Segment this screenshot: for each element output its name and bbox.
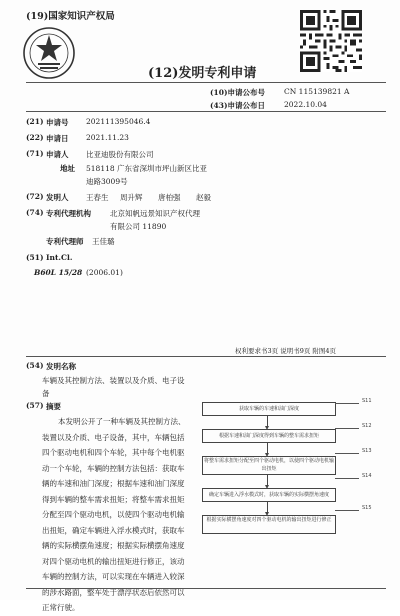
flowchart-step: 根据车速和油门深度得到车辆的整车需求扭矩 (202, 429, 336, 443)
office-name: (19)国家知识产权局 (26, 11, 115, 22)
inventor-name: 唐柏强 (158, 193, 181, 202)
inventor-name: 王春生 (86, 193, 109, 202)
field-code: (51) (26, 253, 44, 262)
agency-line-1: 北京知帆远景知识产权代理 (110, 209, 200, 218)
office-emblem-icon (22, 26, 76, 80)
abstract-text: 本发明公开了一种车辆及其控制方法、装置以及介质、电子设备，其中，车辆包括四个驱动电机和四个车轮，其中每个电机驱动一个车轮，车辆的控制方法包括：获取车辆的车速和油门深度；根据车速和油门深度得到车辆的整车需求扭矩；将整车需求扭矩分配至四个驱动电机，以使四个驱动电机输出扭矩，确定车辆进入浮水模式时，获取车辆的实际横摆角速度；根据实际横摆角速度对四个驱动电机的输出扭矩进行修正，该动车辆的控制方法，可以实现在车辆进入较深的涉水路面，整车处于漂浮状态后依然可以正常行驶。 (42, 417, 186, 612)
invention-title-line-1: 车辆及其控制方法、装置以及介质、电子设 (42, 376, 185, 385)
page-counts: 权利要求书3页 说明书9页 附图4页 (235, 347, 337, 355)
step-leader-line (335, 403, 359, 404)
qr-code (300, 10, 362, 72)
step-leader-line (335, 428, 359, 429)
field-label: 申请日 (46, 134, 69, 143)
pub-no-label: (10)申请公布号 (210, 88, 266, 97)
agent-name: 王佳璐 (92, 237, 115, 246)
step-label: S12 (362, 423, 372, 429)
address-line-1: 518118 广东省深圳市坪山新区比亚 (86, 164, 208, 173)
pub-date-label: (43)申请公布日 (210, 101, 266, 110)
flowchart-step: 获取车辆的车速和油门深度 (202, 402, 336, 416)
field-label: 发明人 (46, 193, 69, 202)
field-code: (22) (26, 133, 44, 142)
ipc-class: B60L 15/28 (34, 268, 83, 277)
agent-label: 专利代理师 (46, 237, 84, 246)
pub-date: 2022.10.04 (284, 100, 327, 109)
field-code: (71) (26, 149, 44, 158)
field-label: Int.Cl. (46, 253, 73, 262)
field-label: 摘要 (46, 402, 61, 411)
address-line-2: 迪路3009号 (86, 177, 128, 186)
ipc-version: (2006.01) (86, 268, 123, 277)
step-leader-line (335, 453, 359, 454)
body-divider (26, 356, 386, 357)
field-label: 申请号 (46, 118, 69, 127)
footer-divider (26, 588, 386, 589)
flow-arrow (267, 474, 268, 487)
field-code: (21) (26, 117, 44, 126)
field-label: 申请人 (46, 150, 69, 159)
inventor-name: 赵毅 (196, 193, 211, 202)
pub-no: CN 115139821 A (284, 87, 350, 96)
flowchart-step: 确定车辆进入浮水模式时，获取车辆的实际横摆角速度 (202, 488, 336, 502)
applicant: 比亚迪股份有限公司 (86, 150, 154, 159)
step-label: S11 (362, 398, 372, 404)
document-type: (12)发明专利申请 (148, 66, 257, 81)
header-divider (26, 82, 386, 83)
application-date: 2021.11.23 (86, 133, 129, 142)
flowchart-step: 将整车需求扭矩分配至四个驱动电机，以使四个驱动电机输出扭矩 (202, 456, 336, 475)
step-leader-line (335, 510, 359, 511)
flow-arrow (267, 501, 268, 514)
invention-title-line-2: 备 (42, 389, 50, 398)
step-label: S13 (362, 448, 372, 454)
field-code: (72) (26, 192, 44, 201)
agency-line-2: 有限公司 11890 (110, 222, 167, 231)
field-code: (74) (26, 208, 44, 217)
step-label: S14 (362, 473, 372, 479)
flow-arrow (267, 442, 268, 455)
flow-arrow (267, 415, 268, 428)
field-label: 发明名称 (46, 362, 76, 371)
pub-divider (26, 111, 386, 112)
application-number: 202111395046.4 (86, 117, 151, 126)
flowchart-step: 根据实际横摆角速度对四个驱动电机的输出扭矩进行修正 (202, 515, 336, 534)
field-code: (57) (26, 401, 44, 410)
field-code: (54) (26, 361, 44, 370)
inventor-name: 周升辉 (120, 193, 143, 202)
field-label: 专利代理机构 (46, 209, 91, 218)
address-label: 地址 (60, 164, 75, 173)
step-leader-line (335, 478, 359, 479)
step-label: S15 (362, 505, 372, 511)
